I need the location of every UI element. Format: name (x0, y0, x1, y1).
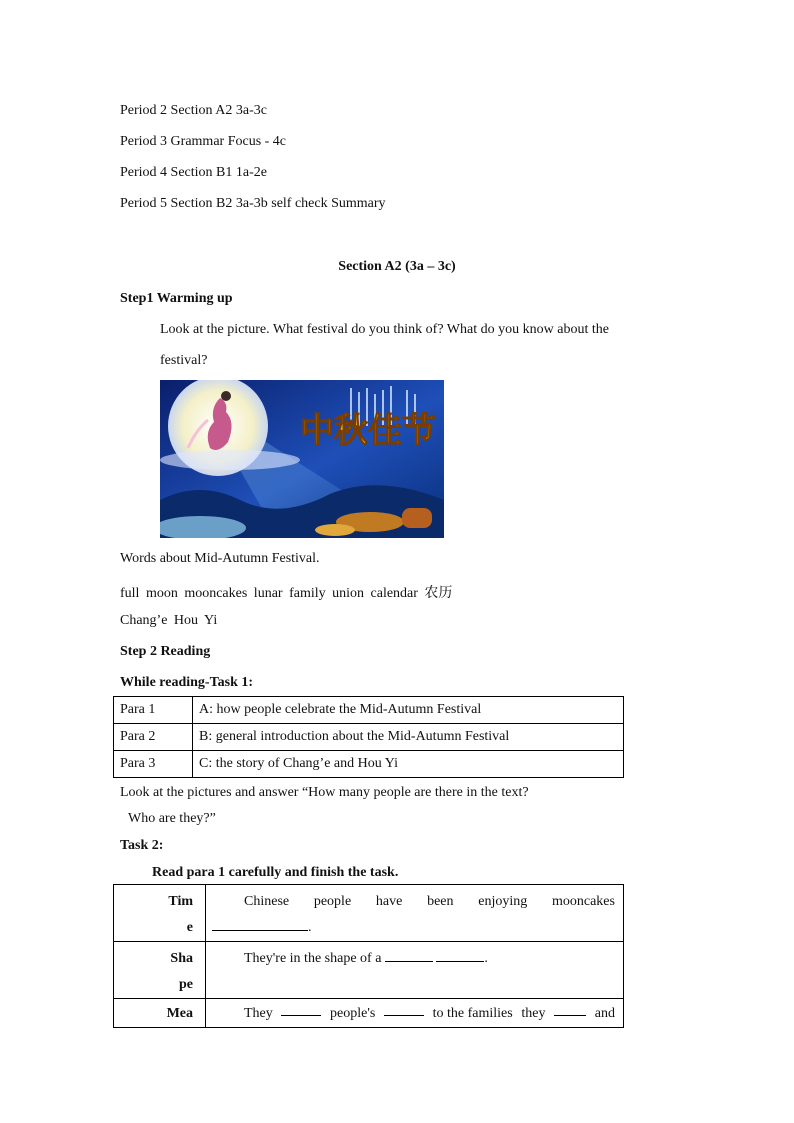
period-3: Period 3 Grammar Focus - 4c (120, 134, 287, 149)
task1-title: While reading-Task 1: (120, 675, 254, 690)
words-heading: Words about Mid-Autumn Festival. (120, 551, 320, 566)
meaning-label-a: Mea (166, 1006, 193, 1021)
answer-blank[interactable] (384, 1001, 424, 1016)
table-row (114, 751, 624, 778)
task1-text-cell: C: the story of Chang’e and Hou Yi (193, 751, 624, 778)
time-text-cell (206, 885, 624, 942)
meaning-label-cell (114, 999, 206, 1028)
period-mark: . (308, 920, 312, 935)
step2-title: Step 2 Reading (120, 644, 211, 659)
answer-blank[interactable] (281, 1001, 321, 1016)
table-row (114, 885, 624, 942)
meaning-text-cell (206, 999, 624, 1028)
word: and (594, 1006, 615, 1021)
task1-text-cell: B: general introduction about the Mid-Autumn Festival (193, 724, 624, 751)
mid-autumn-festival-picture (160, 380, 444, 538)
task1-text-cell: A: how people celebrate the Mid-Autumn Festival (193, 697, 624, 724)
word: Chinese (244, 894, 290, 909)
word: They (244, 1006, 273, 1021)
task1-para-cell: Para 1 (114, 697, 193, 724)
answer-blank[interactable] (212, 916, 308, 931)
table-row (114, 999, 624, 1028)
picture-caption: 中秋佳节 (300, 411, 436, 451)
word: have (375, 894, 403, 909)
task2-title: Task 2: (120, 838, 164, 853)
word: mooncakes (551, 894, 615, 909)
time-label-cell (114, 885, 206, 942)
answer-blank[interactable] (436, 947, 484, 962)
look-question-line1: Look at the pictures and answer “How many people are there in the text? (120, 785, 529, 800)
shape-label-a: Sha (170, 951, 193, 966)
table-row (114, 724, 624, 751)
task1-para-cell: Para 2 (114, 724, 193, 751)
shape-text-cell (206, 942, 624, 999)
answer-blank[interactable] (554, 1001, 586, 1016)
shape-label-cell (114, 942, 206, 999)
period-mark: . (484, 951, 488, 966)
period-2: Period 2 Section A2 3a-3c (120, 103, 267, 118)
words-line1: full moon mooncakes lunar family union calendar 农历 (120, 586, 453, 601)
word: enjoying (478, 894, 528, 909)
task1-para-cell: Para 3 (114, 751, 193, 778)
section-title: Section A2 (3a – 3c) (338, 259, 456, 274)
shape-text: They're in the shape of a (244, 951, 382, 966)
task2-instruction: Read para 1 carefully and finish the task. (152, 865, 399, 880)
time-label-b: e (186, 920, 193, 935)
table-row (114, 697, 624, 724)
step1-question-line1: Look at the picture. What festival do you think of? What do you know about the (160, 322, 609, 337)
period-4: Period 4 Section B1 1a-2e (120, 165, 267, 180)
table-row (114, 942, 624, 999)
word: to the families (432, 1006, 513, 1021)
word: they (521, 1006, 546, 1021)
task2-table (113, 884, 624, 1028)
step1-title: Step1 Warming up (120, 291, 233, 306)
word: people's (330, 1006, 376, 1021)
period-5: Period 5 Section B2 3a-3b self check Summary (120, 196, 386, 211)
step1-question-line2: festival? (160, 353, 208, 368)
task1-table (113, 696, 624, 778)
meaning-words (244, 1001, 615, 1027)
time-label-a: Tim (168, 894, 193, 909)
word: people (313, 894, 352, 909)
time-words (244, 889, 615, 915)
word: been (427, 894, 454, 909)
time-blank-line (212, 915, 615, 941)
answer-blank[interactable] (385, 947, 433, 962)
shape-label-b: pe (179, 977, 193, 992)
words-line2: Chang’e Hou Yi (120, 613, 218, 628)
look-question-line2: Who are they?” (128, 811, 216, 826)
